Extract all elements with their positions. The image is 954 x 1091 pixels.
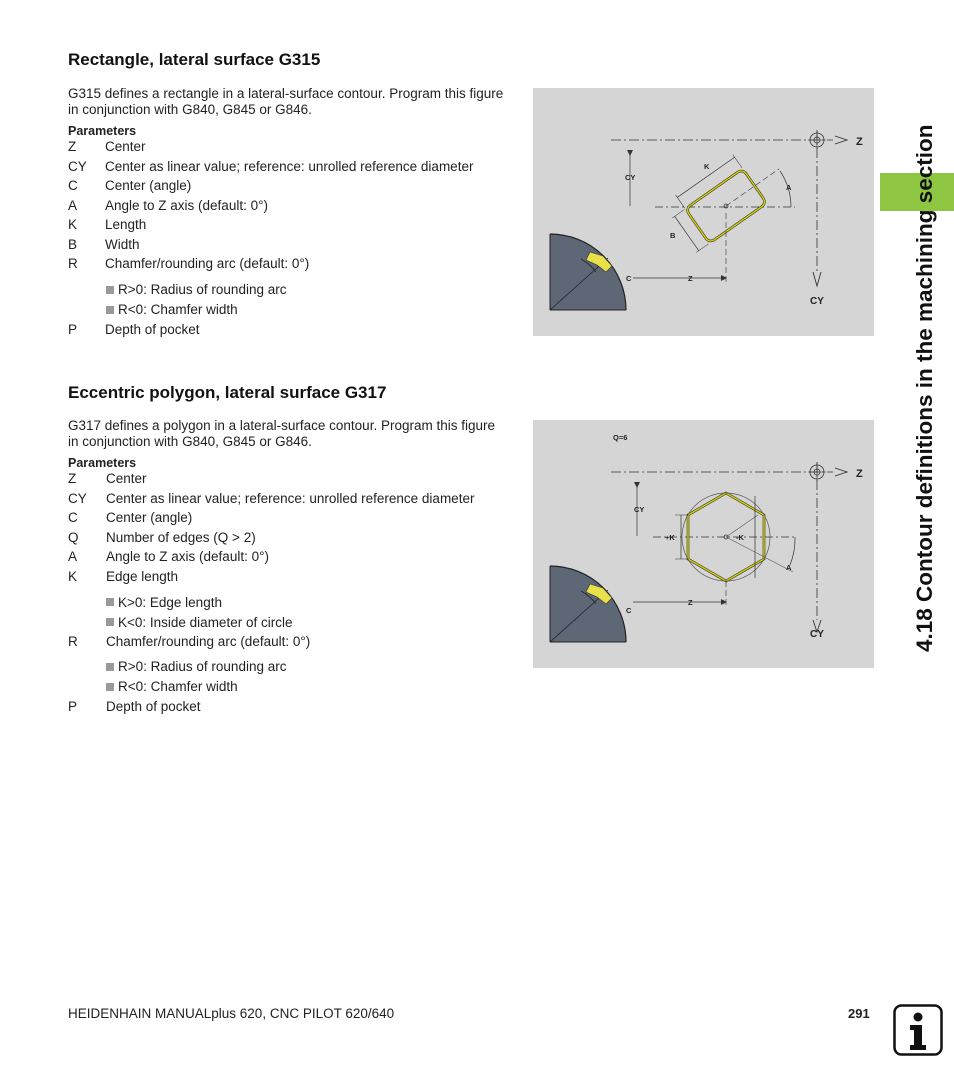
- param-row: [68, 547, 518, 567]
- param-row: [68, 528, 518, 548]
- section-heading-g315: Rectangle, lateral surface G315: [68, 50, 321, 69]
- square-bullet-icon: [106, 618, 114, 626]
- param-desc: Chamfer/rounding arc (default: 0°): [106, 634, 311, 650]
- param-row: [68, 196, 518, 216]
- bullet-text: K<0: Inside diameter of circle: [118, 614, 293, 630]
- square-bullet-icon: [106, 663, 114, 671]
- param-key: Q: [68, 529, 79, 545]
- figure-label: CY: [810, 629, 824, 640]
- param-desc: Angle to Z axis (default: 0°): [106, 549, 269, 565]
- param-row: [68, 215, 518, 235]
- param-key: Z: [68, 139, 77, 155]
- square-bullet-icon: [106, 683, 114, 691]
- param-row: [68, 697, 518, 717]
- rectangle-diagram: [533, 88, 874, 336]
- param-list-g315: [68, 137, 518, 339]
- param-desc: Center as linear value; reference: unrolled reference diameter: [106, 490, 475, 506]
- param-key: A: [68, 549, 78, 565]
- param-row: [68, 235, 518, 255]
- param-desc: Center (angle): [105, 178, 192, 194]
- param-key: R: [68, 634, 78, 650]
- figure-label: Z: [856, 468, 863, 480]
- param-desc: Center: [105, 139, 146, 155]
- section-intro-g317: G317 defines a polygon in a lateral-surface contour. Program this figure in conjunction with G840, G845 or G846.: [68, 418, 495, 449]
- figure-label: C: [626, 606, 632, 615]
- figure-label: K: [704, 162, 710, 171]
- bullet-item: [68, 612, 518, 632]
- bullet-item: [68, 280, 518, 300]
- param-key: P: [68, 698, 78, 714]
- param-row: [68, 254, 518, 274]
- bullet-text: R<0: Chamfer width: [118, 302, 238, 317]
- param-desc: Number of edges (Q > 2): [106, 529, 256, 545]
- figure-label: -K: [736, 533, 744, 542]
- section-intro-g315: G315 defines a rectangle in a lateral-surface contour. Program this figure in conjunction with G840, G845 or G846.: [68, 86, 504, 117]
- figure-label: B: [670, 231, 676, 240]
- param-key: Z: [68, 471, 77, 487]
- chapter-side-title: 4.18 Contour definitions in the machining section: [912, 124, 937, 652]
- bullet-text: K>0: Edge length: [118, 594, 222, 610]
- figure-label: C: [626, 274, 632, 283]
- figure-g315-rectangle: [533, 88, 874, 336]
- footer-text: HEIDENHAIN MANUALplus 620, CNC PILOT 620/640: [68, 1006, 395, 1021]
- param-key: B: [68, 236, 78, 252]
- param-key: K: [68, 568, 78, 584]
- param-desc: Length: [105, 217, 147, 233]
- bullet-item: [68, 657, 518, 677]
- params-title-g315: Parameters: [68, 124, 137, 138]
- figure-label: A: [786, 563, 792, 572]
- param-list-g317: [68, 469, 518, 716]
- param-key: CY: [68, 490, 87, 506]
- section-heading-g317: Eccentric polygon, lateral surface G317: [68, 383, 387, 402]
- param-key: C: [68, 178, 78, 194]
- figure-label: Z: [688, 598, 693, 607]
- figure-label: CY: [634, 505, 645, 514]
- bullet-item: [68, 677, 518, 697]
- polygon-diagram: [533, 420, 874, 668]
- info-icon: [893, 1004, 943, 1056]
- param-desc: Width: [105, 236, 140, 252]
- figure-label: Z: [856, 136, 863, 148]
- param-row: [68, 489, 518, 509]
- param-desc: Chamfer/rounding arc (default: 0°): [105, 256, 310, 272]
- param-desc: Center: [106, 471, 147, 487]
- param-desc: Edge length: [106, 568, 179, 584]
- param-desc: Center as linear value; reference: unrolled reference diameter: [105, 158, 474, 174]
- param-key: C: [68, 510, 78, 526]
- page-number: 291: [848, 1006, 870, 1021]
- square-bullet-icon: [106, 286, 114, 294]
- param-row: [68, 567, 518, 587]
- figure-g317-polygon: [533, 420, 874, 668]
- figure-label: CY: [625, 173, 636, 182]
- square-bullet-icon: [106, 598, 114, 606]
- param-key: A: [68, 197, 78, 213]
- params-title-g317: Parameters: [68, 456, 137, 470]
- figure-label: Q=6: [613, 433, 628, 442]
- param-row: [68, 320, 518, 340]
- param-desc: Angle to Z axis (default: 0°): [105, 197, 268, 213]
- bullet-text: R>0: Radius of rounding arc: [118, 282, 287, 297]
- figure-label: A: [786, 183, 792, 192]
- bullet-text: R<0: Chamfer width: [118, 679, 238, 694]
- param-key: K: [68, 217, 78, 233]
- figure-label: CY: [810, 296, 824, 307]
- bullet-text: R>0: Radius of rounding arc: [118, 659, 287, 674]
- param-row: [68, 508, 518, 528]
- figure-label: Z: [688, 274, 693, 283]
- param-desc: Depth of pocket: [105, 321, 200, 337]
- param-key: P: [68, 321, 78, 337]
- param-key: CY: [68, 158, 87, 174]
- param-desc: Depth of pocket: [106, 698, 201, 714]
- param-row: [68, 176, 518, 196]
- param-desc: Center (angle): [106, 510, 193, 526]
- param-key: R: [68, 256, 78, 272]
- param-row: [68, 632, 518, 652]
- param-row: [68, 157, 518, 177]
- param-row: [68, 137, 518, 157]
- param-row: [68, 469, 518, 489]
- bullet-item: [68, 592, 518, 612]
- bullet-item: [68, 300, 518, 320]
- square-bullet-icon: [106, 306, 114, 314]
- figure-label: +K: [665, 533, 675, 542]
